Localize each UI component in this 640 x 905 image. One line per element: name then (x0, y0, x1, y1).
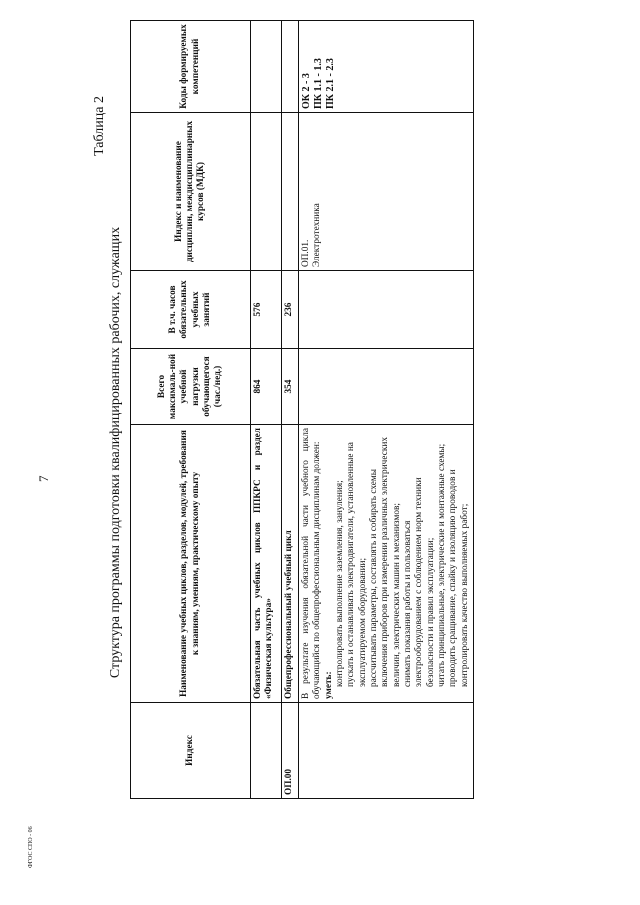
header-max-load: Всего максималь-ной учебной нагрузки обучающегося (час./нед.) (131, 349, 251, 425)
requirements-intro: В результате изучения обязательной части учебного цикла обучающийся по общепрофессиональным дисциплинам должен: (301, 428, 323, 699)
header-discipline: Индекс и наименование дисциплин, междисциплинарных курсов (МДК) (131, 113, 251, 271)
cell-compulsory: 236 (282, 271, 299, 349)
competency-code: ОК 2 - 3 (301, 73, 312, 109)
skill-item: рассчитывать параметры, составлять и собирать схемы включения приборов при измерении различных электрических величин, электрических машин и механизмов; (368, 437, 402, 687)
skill-item: снимать показания работы и пользоваться электрооборудованием с соблюдением норм техники безопасности и правил эксплуатации; (402, 477, 436, 687)
discipline-name: Электротехника (312, 203, 323, 267)
cell-max-load: 354 (282, 349, 299, 425)
cell-name (299, 425, 474, 703)
skill-item: контролировать выполнение заземления, зануления; (334, 480, 345, 687)
skill-item: читать принципиальные, электрические и монтажные схемы; (436, 443, 447, 687)
cell-max-load: 864 (251, 349, 282, 425)
competency-code: ПК 2.1 - 2.3 (325, 58, 337, 109)
table-row (282, 21, 299, 799)
cell-index (251, 703, 282, 799)
skill-item: проводить сращивание, спайку и изоляцию проводов и контролировать качество выполняемых работ; (448, 469, 470, 687)
footer-code: ФГОС СПО - 06 (28, 826, 34, 868)
cell-compulsory: 576 (251, 271, 282, 349)
document-title: Структура программы подготовки квалифицированных рабочих, служащих (108, 226, 123, 679)
cell-max-load (299, 349, 474, 425)
structure-table (130, 20, 474, 799)
cell-discipline (299, 113, 474, 271)
header-name: Наименование учебных циклов, разделов, модулей, требования к знаниям, умениям, практическому опыту (131, 425, 251, 703)
header-compulsory: В т.ч. часов обязательных учебных занятий (131, 271, 251, 349)
cell-competencies (299, 21, 474, 113)
table-header-row (131, 21, 251, 799)
header-competencies: Коды формируемых компетенций (131, 21, 251, 113)
cell-index: ОП.00 (282, 703, 299, 799)
cell-discipline (282, 113, 299, 271)
header-index: Индекс (131, 703, 251, 799)
cell-discipline (251, 113, 282, 271)
competency-code: ПК 1.1 - 1.3 (313, 58, 325, 109)
cell-compulsory (299, 271, 474, 349)
skills-label: уметь: (323, 671, 334, 699)
discipline-index: ОП.01. (301, 239, 311, 267)
cell-name: Обязательная часть учебных циклов ППКРС и раздел «Физическая культура» (251, 425, 282, 703)
page-number: 7 (36, 475, 51, 482)
cell-competencies (251, 21, 282, 113)
skill-item: пускать и останавливать электродвигатели, установленные на эксплуатируемом оборудовании; (346, 442, 368, 687)
table-row (251, 21, 282, 799)
cell-competencies (282, 21, 299, 113)
table-row (299, 21, 474, 799)
table-label: Таблица 2 (92, 96, 107, 156)
cell-index (299, 703, 474, 799)
cell-name: Общепрофессиональный учебный цикл (282, 425, 299, 703)
